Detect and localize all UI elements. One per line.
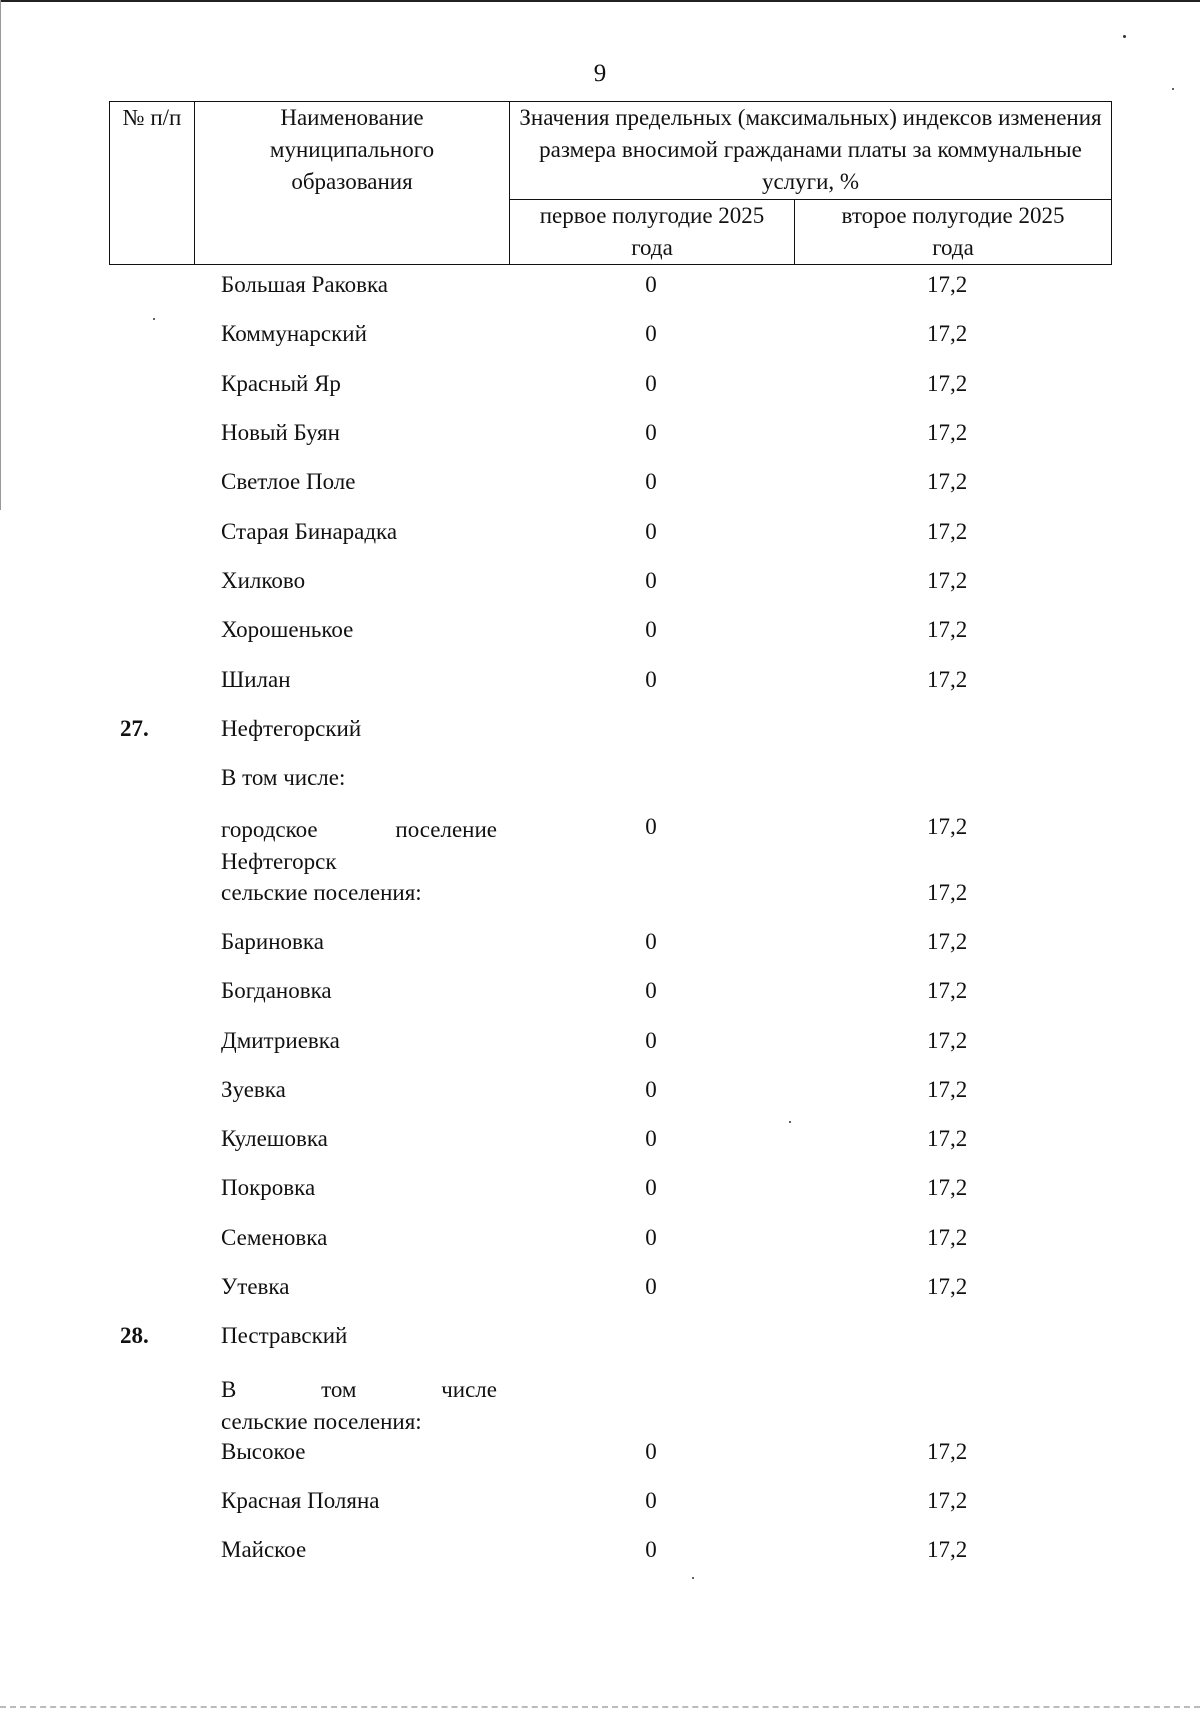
row-name: Кулешовка — [221, 1126, 328, 1151]
row-name: Утевка — [221, 1274, 290, 1299]
row-name-word: В — [221, 1377, 237, 1402]
table-row — [0, 1175, 1200, 1209]
table-row — [0, 1077, 1200, 1111]
row-name-line — [221, 814, 497, 846]
row-first-half-value: 0 — [645, 1225, 657, 1250]
table-row — [0, 1488, 1200, 1522]
row-name: Хорошенькое — [221, 617, 354, 642]
row-name-line: сельские поселения: — [221, 1409, 422, 1434]
row-second-half-value: 17,2 — [927, 1077, 968, 1102]
row-first-half-value: 0 — [645, 978, 657, 1003]
row-name: Дмитриевка — [221, 1028, 340, 1053]
row-name: сельские поселения: — [221, 880, 422, 905]
row-name-line: Нефтегорск — [221, 849, 337, 874]
row-name: Нефтегорский — [221, 716, 362, 741]
table-row-district — [0, 1323, 1200, 1357]
header-first-half-cell — [510, 200, 795, 265]
row-name — [221, 1374, 497, 1438]
row-name — [221, 814, 497, 878]
row-name-word: числе — [441, 1377, 497, 1402]
table-row — [0, 1374, 1200, 1444]
table-row — [0, 272, 1200, 306]
row-first-half-value: 0 — [645, 1488, 657, 1513]
row-first-half-value: 0 — [645, 371, 657, 396]
table-header — [109, 101, 1112, 265]
header-first-half-label: первое полугодие 2025 года — [539, 203, 765, 260]
header-name-cell — [195, 102, 510, 265]
scan-speck — [692, 1577, 694, 1579]
row-second-half-value: 17,2 — [927, 617, 968, 642]
row-name: Высокое — [221, 1439, 306, 1464]
table-row — [0, 1439, 1200, 1473]
table-row — [0, 469, 1200, 503]
table-row — [0, 814, 1200, 884]
scan-speck — [153, 318, 155, 320]
row-second-half-value: 17,2 — [927, 1537, 968, 1562]
row-second-half-value: 17,2 — [927, 1439, 968, 1464]
row-name-word: поселение — [395, 817, 497, 842]
table-row — [0, 1537, 1200, 1571]
row-first-half-value: 0 — [645, 929, 657, 954]
row-first-half-value: 0 — [645, 519, 657, 544]
row-name: Старая Бинарадка — [221, 519, 398, 544]
row-name: В том числе: — [221, 765, 346, 790]
table-row — [0, 880, 1200, 914]
row-name: Шилан — [221, 667, 291, 692]
row-name-word: городское — [221, 817, 318, 842]
row-second-half-value: 17,2 — [927, 880, 968, 905]
row-second-half-value: 17,2 — [927, 1225, 968, 1250]
row-number: 28. — [120, 1323, 149, 1348]
row-name: Семеновка — [221, 1225, 328, 1250]
row-name: Большая Раковка — [221, 272, 389, 297]
row-name: Красная Поляна — [221, 1488, 380, 1513]
row-first-half-value: 0 — [645, 1274, 657, 1299]
scan-top-border — [0, 0, 1200, 2]
row-second-half-value: 17,2 — [927, 1274, 968, 1299]
row-name: Пестравский — [221, 1323, 348, 1348]
row-name-line — [221, 1374, 497, 1406]
table-row — [0, 420, 1200, 454]
row-first-half-value: 0 — [645, 321, 657, 346]
row-second-half-value: 17,2 — [927, 321, 968, 346]
row-first-half-value: 0 — [645, 1028, 657, 1053]
scan-bottom-edge — [0, 1706, 1200, 1708]
row-first-half-value: 0 — [645, 1537, 657, 1562]
table-row — [0, 568, 1200, 602]
row-name: Хилково — [221, 568, 306, 593]
row-name: Коммунарский — [221, 321, 367, 346]
row-name-word: том — [321, 1377, 357, 1402]
header-values-cell — [510, 102, 1112, 200]
row-second-half-value: 17,2 — [927, 1175, 968, 1200]
row-first-half-value: 0 — [645, 1126, 657, 1151]
row-name: Майское — [221, 1537, 307, 1562]
row-name: Зуевка — [221, 1077, 286, 1102]
page-number: 9 — [593, 60, 607, 87]
row-first-half-value: 0 — [645, 1439, 657, 1464]
row-name: Светлое Поле — [221, 469, 356, 494]
table-row-district — [0, 716, 1200, 750]
row-name: Бариновка — [221, 929, 324, 954]
header-num-cell — [110, 102, 195, 265]
table-row — [0, 1274, 1200, 1308]
table-row — [0, 929, 1200, 963]
row-first-half-value: 0 — [645, 272, 657, 297]
table-row — [0, 1126, 1200, 1160]
table-row — [0, 1225, 1200, 1259]
row-second-half-value: 17,2 — [927, 519, 968, 544]
row-name: Красный Яр — [221, 371, 341, 396]
row-first-half-value: 0 — [645, 617, 657, 642]
row-first-half-value: 0 — [645, 469, 657, 494]
scan-speck — [1172, 88, 1174, 90]
row-first-half-value: 0 — [645, 1175, 657, 1200]
row-first-half-value: 0 — [645, 1077, 657, 1102]
table-row — [0, 371, 1200, 405]
row-second-half-value: 17,2 — [927, 1126, 968, 1151]
header-values-label: Значения предельных (максимальных) индексов изменения размера вносимой гражданами платы за коммунальные услуги, % — [519, 105, 1102, 194]
table-row — [0, 1028, 1200, 1062]
row-second-half-value: 17,2 — [927, 371, 968, 396]
row-second-half-value: 17,2 — [927, 469, 968, 494]
row-first-half-value: 0 — [645, 420, 657, 445]
row-second-half-value: 17,2 — [927, 1028, 968, 1053]
row-name: Новый Буян — [221, 420, 340, 445]
row-second-half-value: 17,2 — [927, 667, 968, 692]
header-second-half-cell — [795, 200, 1112, 265]
row-second-half-value: 17,2 — [927, 1488, 968, 1513]
table-row — [0, 978, 1200, 1012]
row-second-half-value: 17,2 — [927, 272, 968, 297]
table-row — [0, 321, 1200, 355]
row-number: 27. — [120, 716, 149, 741]
row-name: Богдановка — [221, 978, 332, 1003]
row-second-half-value: 17,2 — [927, 978, 968, 1003]
header-second-half-label: второе полугодие 2025 года — [841, 203, 1065, 260]
row-second-half-value: 17,2 — [927, 420, 968, 445]
table-row — [0, 667, 1200, 701]
table-row — [0, 765, 1200, 799]
table-row — [0, 519, 1200, 553]
header-num-label: № п/п — [122, 105, 182, 130]
row-first-half-value: 0 — [645, 667, 657, 692]
row-first-half-value: 0 — [645, 568, 657, 593]
scan-speck — [789, 1121, 791, 1123]
row-name: Покровка — [221, 1175, 316, 1200]
scan-speck — [1123, 35, 1126, 38]
row-second-half-value: 17,2 — [927, 568, 968, 593]
table-row — [0, 617, 1200, 651]
row-second-half-value: 17,2 — [927, 814, 968, 839]
row-second-half-value: 17,2 — [927, 929, 968, 954]
header-name-label: Наименование муниципального образования — [269, 105, 435, 194]
row-first-half-value: 0 — [645, 814, 657, 839]
